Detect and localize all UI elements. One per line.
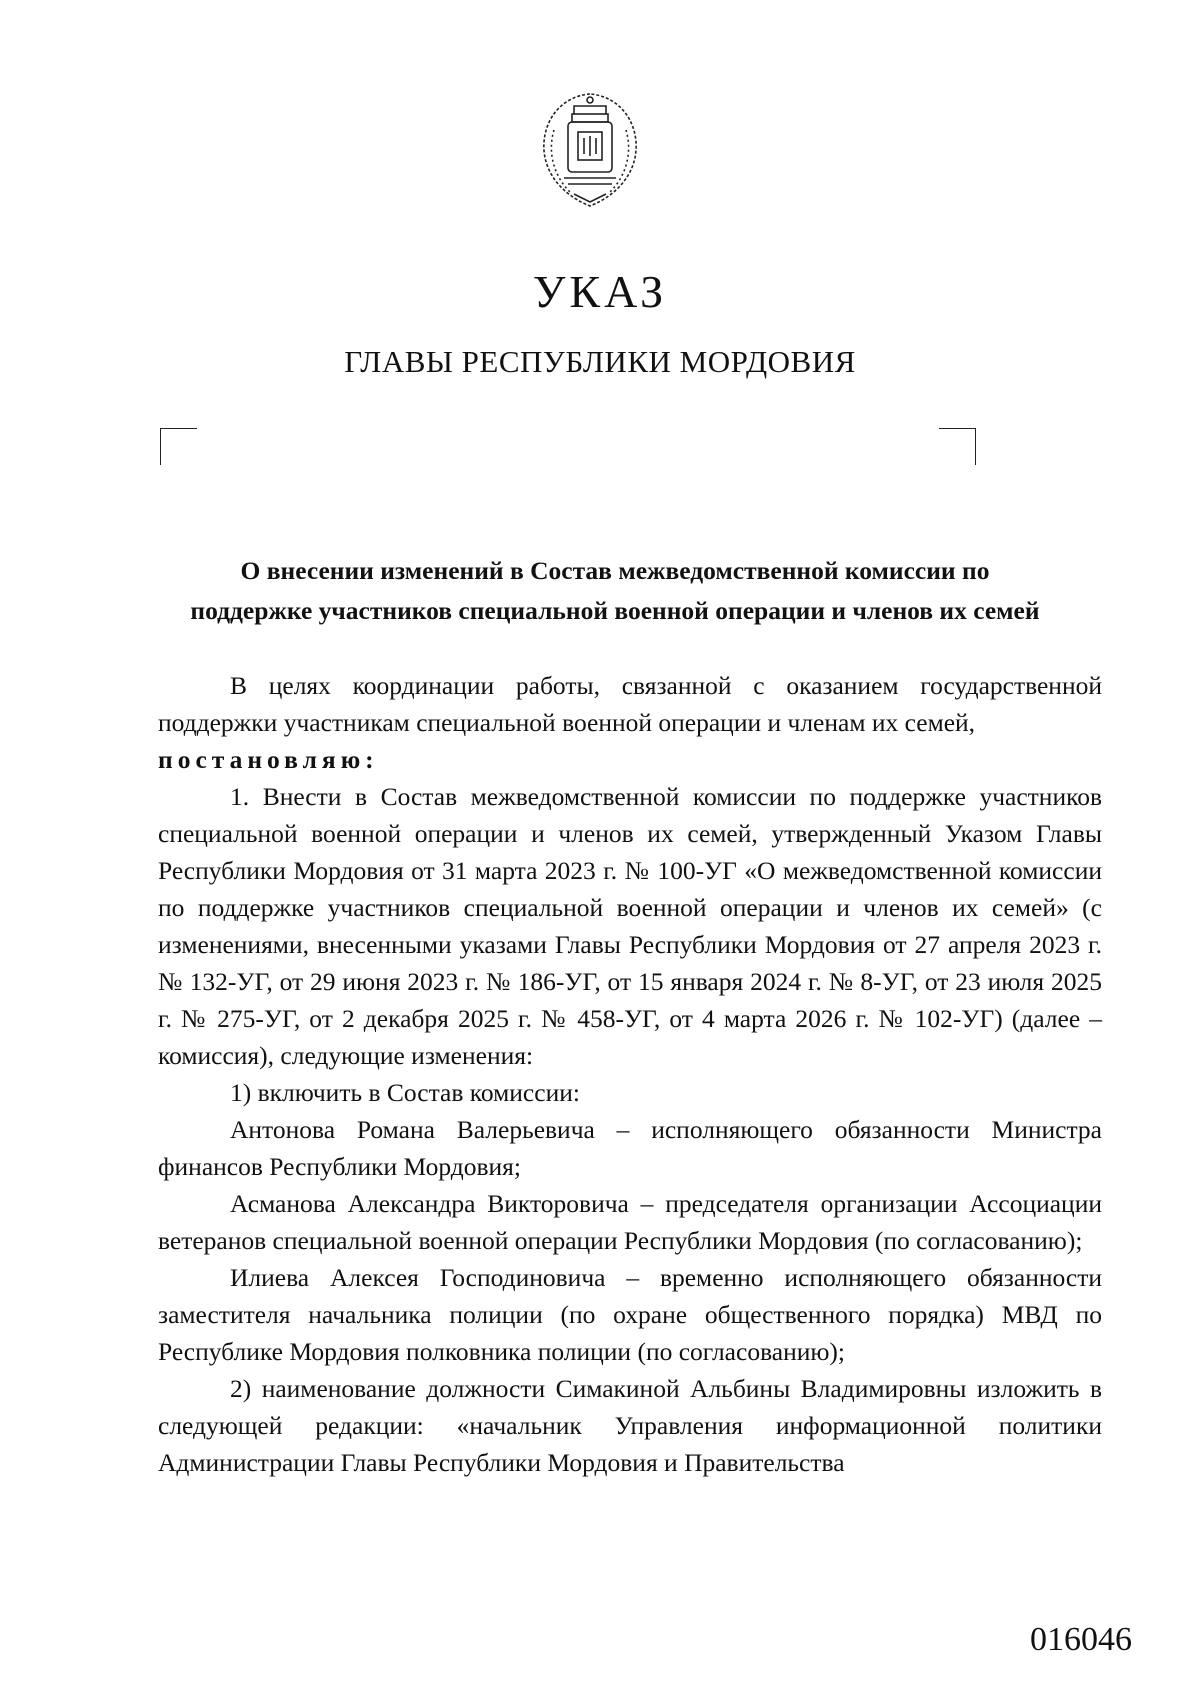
item-1-paragraph: 1. Внести в Состав межведомственной комиссии по поддержке участников специальной военной операции и членов их семей, утвержденный Указом Главы Республики Мордовия от 31 марта 2023 г. № 100-УГ «О межведомственной комиссии по поддержке участников специальной военной операции и членов их семей» (с изменениями, внесенными указами Главы Республики Мордовия от 27 апреля 2023 г. № 132-УГ, от 29 июня 2023 г. № 186-УГ, от 15 января 2024 г. № 8-УГ, от 23 июля 2025 г. № 275-УГ, от 2 декабря 2025 г. № 458-УГ, от 4 марта 2026 г. № 102-УГ) (далее – комиссия), следующие изменения: [158,782,1102,1070]
preamble-paragraph: В целях координации работы, связанной с оказанием государственной поддержки участникам специальной военной операции и членам их семей, [158,671,1102,737]
corner-mark-right [939,428,976,465]
coat-of-arms-emblem [534,90,646,212]
person-3-paragraph: Илиева Алексея Господиновича – временно исполняющего обязанности заместителя начальника полиции (по охране общественного порядка) МВД по Республике Мордовия полковника полиции (по согласованию); [158,1263,1102,1366]
decree-body [158,667,1102,1481]
document-number: 016046 [1030,1621,1132,1658]
subitem-2-paragraph: 2) наименование должности Симакиной Альбины Владимировны изложить в следующей редакции: «начальник Управления информационной политики Администрации Главы Республики Мордовия и Правительства [158,1374,1102,1477]
person-2-paragraph: Асманова Александра Викторовича – председателя организации Ассоциации ветеранов специальной военной операции Республики Мордовия (по согласованию); [158,1189,1102,1255]
document-title: УКАЗ [532,266,668,317]
heading-line-1: О внесении изменений в Состав межведомственной комиссии по [240,556,990,585]
corner-mark-left [160,428,197,465]
person-1-paragraph: Антонова Романа Валерьевича – исполняющего обязанности Министра финансов Республики Мордовия; [158,1115,1102,1181]
decree-word: постановляю: [158,745,379,774]
heading-line-2: поддержке участников специальной военной операции и членов их семей [190,596,1040,625]
subitem-1-paragraph: 1) включить в Состав комиссии: [230,1078,580,1107]
document-subtitle: ГЛАВЫ РЕСПУБЛИКИ МОРДОВИЯ [344,344,856,379]
decree-heading [150,551,1080,631]
